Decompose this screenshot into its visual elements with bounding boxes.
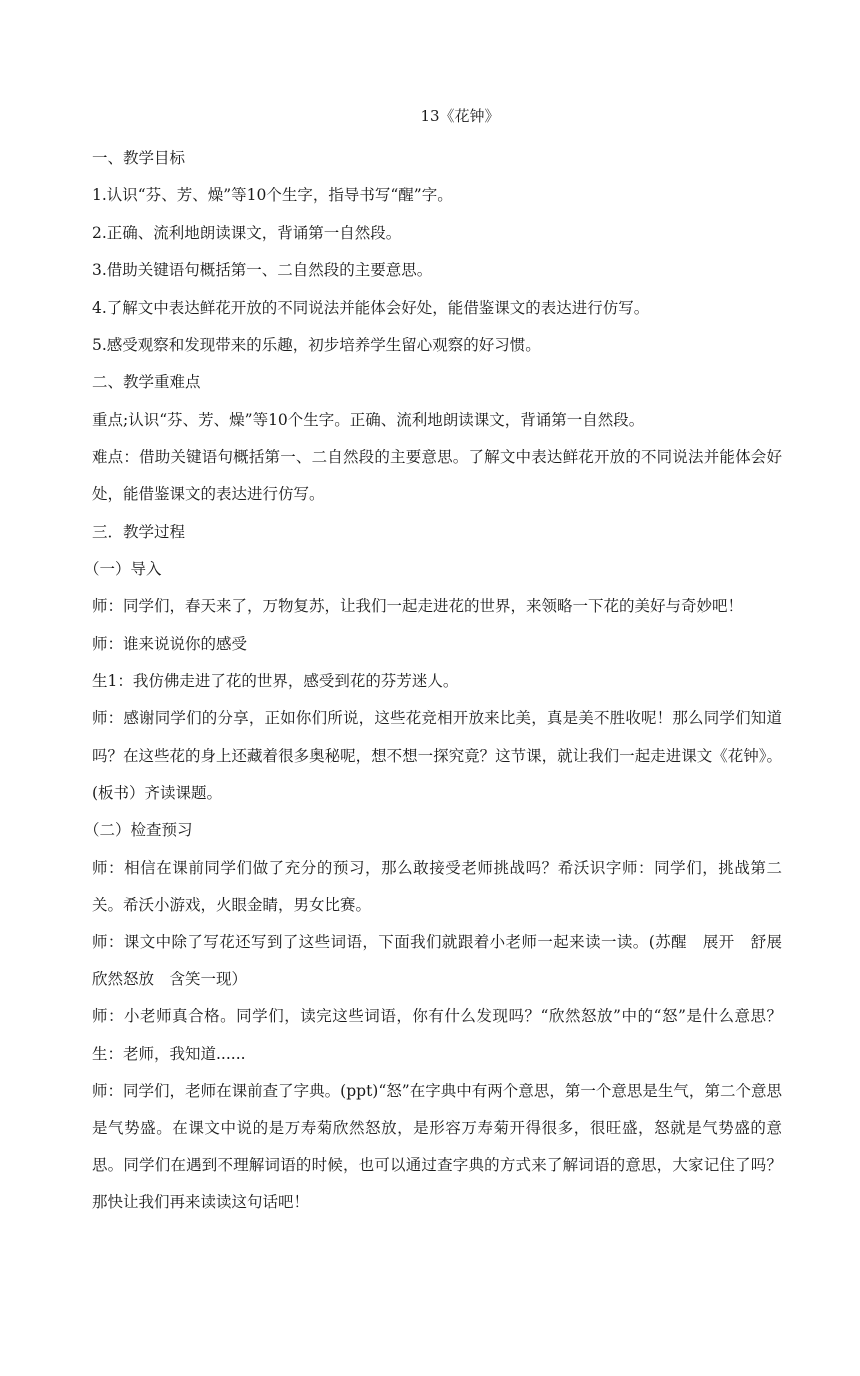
dialogue-paragraph: 师：感谢同学们的分享，正如你们所说，这些花竞相开放来比美，真是美不胜收呢！那么同学们知道吗？在这些花的身上还藏着很多奥秘呢，想不想一探究竟？这节课，就让我们一起走进课文《花钟》。(板书）齐读课题。	[92, 709, 782, 802]
difficulty-paragraph: 难点：借助关键语句概括第一、二自然段的主要意思。了解文中表达鲜花开放的不同说法并能体会好处，能借鉴课文的表达进行仿写。	[92, 448, 782, 504]
dialogue-paragraph: 师：课文中除了写花还写到了这些词语，下面我们就跟着小老师一起来读一读。(苏醒 展开 舒展 欣然怒放 含笑一现）	[92, 932, 798, 989]
dialogue-paragraph: 师：同学们，老师在课前查了字典。(ppt)“怒”在字典中有两个意思，第一个意思是生气，第二个意思是气势盛。在课文中说的是万寿菊欣然怒放，是形容万寿菊开得很多，很旺盛，怒就是气势盛的意思。同学们在遇到不理解词语的时候，也可以通过查字典的方式来了解词语的意思，大家记住了吗？那快让我们再来读读这句话吧！	[92, 1081, 782, 1212]
goal-item-2: 2.正确、流利地朗读课文，背诵第一自然段。	[92, 223, 402, 242]
goal-item-3: 3.借助关键语句概括第一、二自然段的主要意思。	[92, 261, 433, 280]
subsection-heading-intro: （一）导入	[84, 560, 162, 579]
goal-item-1: 1.认识“芬、芳、燥”等10个生字，指导书写“醒”字。	[92, 186, 453, 205]
key-point-paragraph: 重点;认识“芬、芳、燥”等10个生字。正确、流利地朗读课文，背诵第一自然段。	[92, 410, 645, 429]
document-title: 13《花钟》	[420, 107, 500, 125]
dialogue-paragraph: 生1：我仿佛走进了花的世界，感受到花的芬芳迷人。	[92, 672, 459, 691]
dialogue-paragraph: 师：谁来说说你的感受	[92, 634, 248, 653]
section-heading-process: 三．教学过程	[92, 522, 186, 541]
dialogue-paragraph: 师：相信在课前同学们做了充分的预习，那么敢接受老师挑战吗？希沃识字师：同学们，挑战第二关。希沃小游戏，火眼金睛，男女比赛。	[92, 858, 782, 914]
section-heading-goals: 一、教学目标	[92, 149, 186, 167]
goal-item-5: 5.感受观察和发现带来的乐趣，初步培养学生留心观察的好习惯。	[92, 336, 541, 355]
goal-item-4: 4.了解文中表达鲜花开放的不同说法并能体会好处，能借鉴课文的表达进行仿写。	[92, 298, 650, 317]
dialogue-paragraph: 师：同学们，春天来了，万物复苏，让我们一起走进花的世界，来领略一下花的美好与奇妙吧！	[92, 597, 744, 616]
subsection-heading-preview: （二）检查预习	[84, 821, 193, 840]
dialogue-paragraph: 师：小老师真合格。同学们，读完这些词语，你有什么发现吗？“欣然怒放”中的“怒”是什么意思？生：老师，我知道......	[92, 1007, 782, 1063]
document-page	[84, 102, 798, 1222]
section-heading-key-points: 二、教学重难点	[92, 373, 201, 392]
